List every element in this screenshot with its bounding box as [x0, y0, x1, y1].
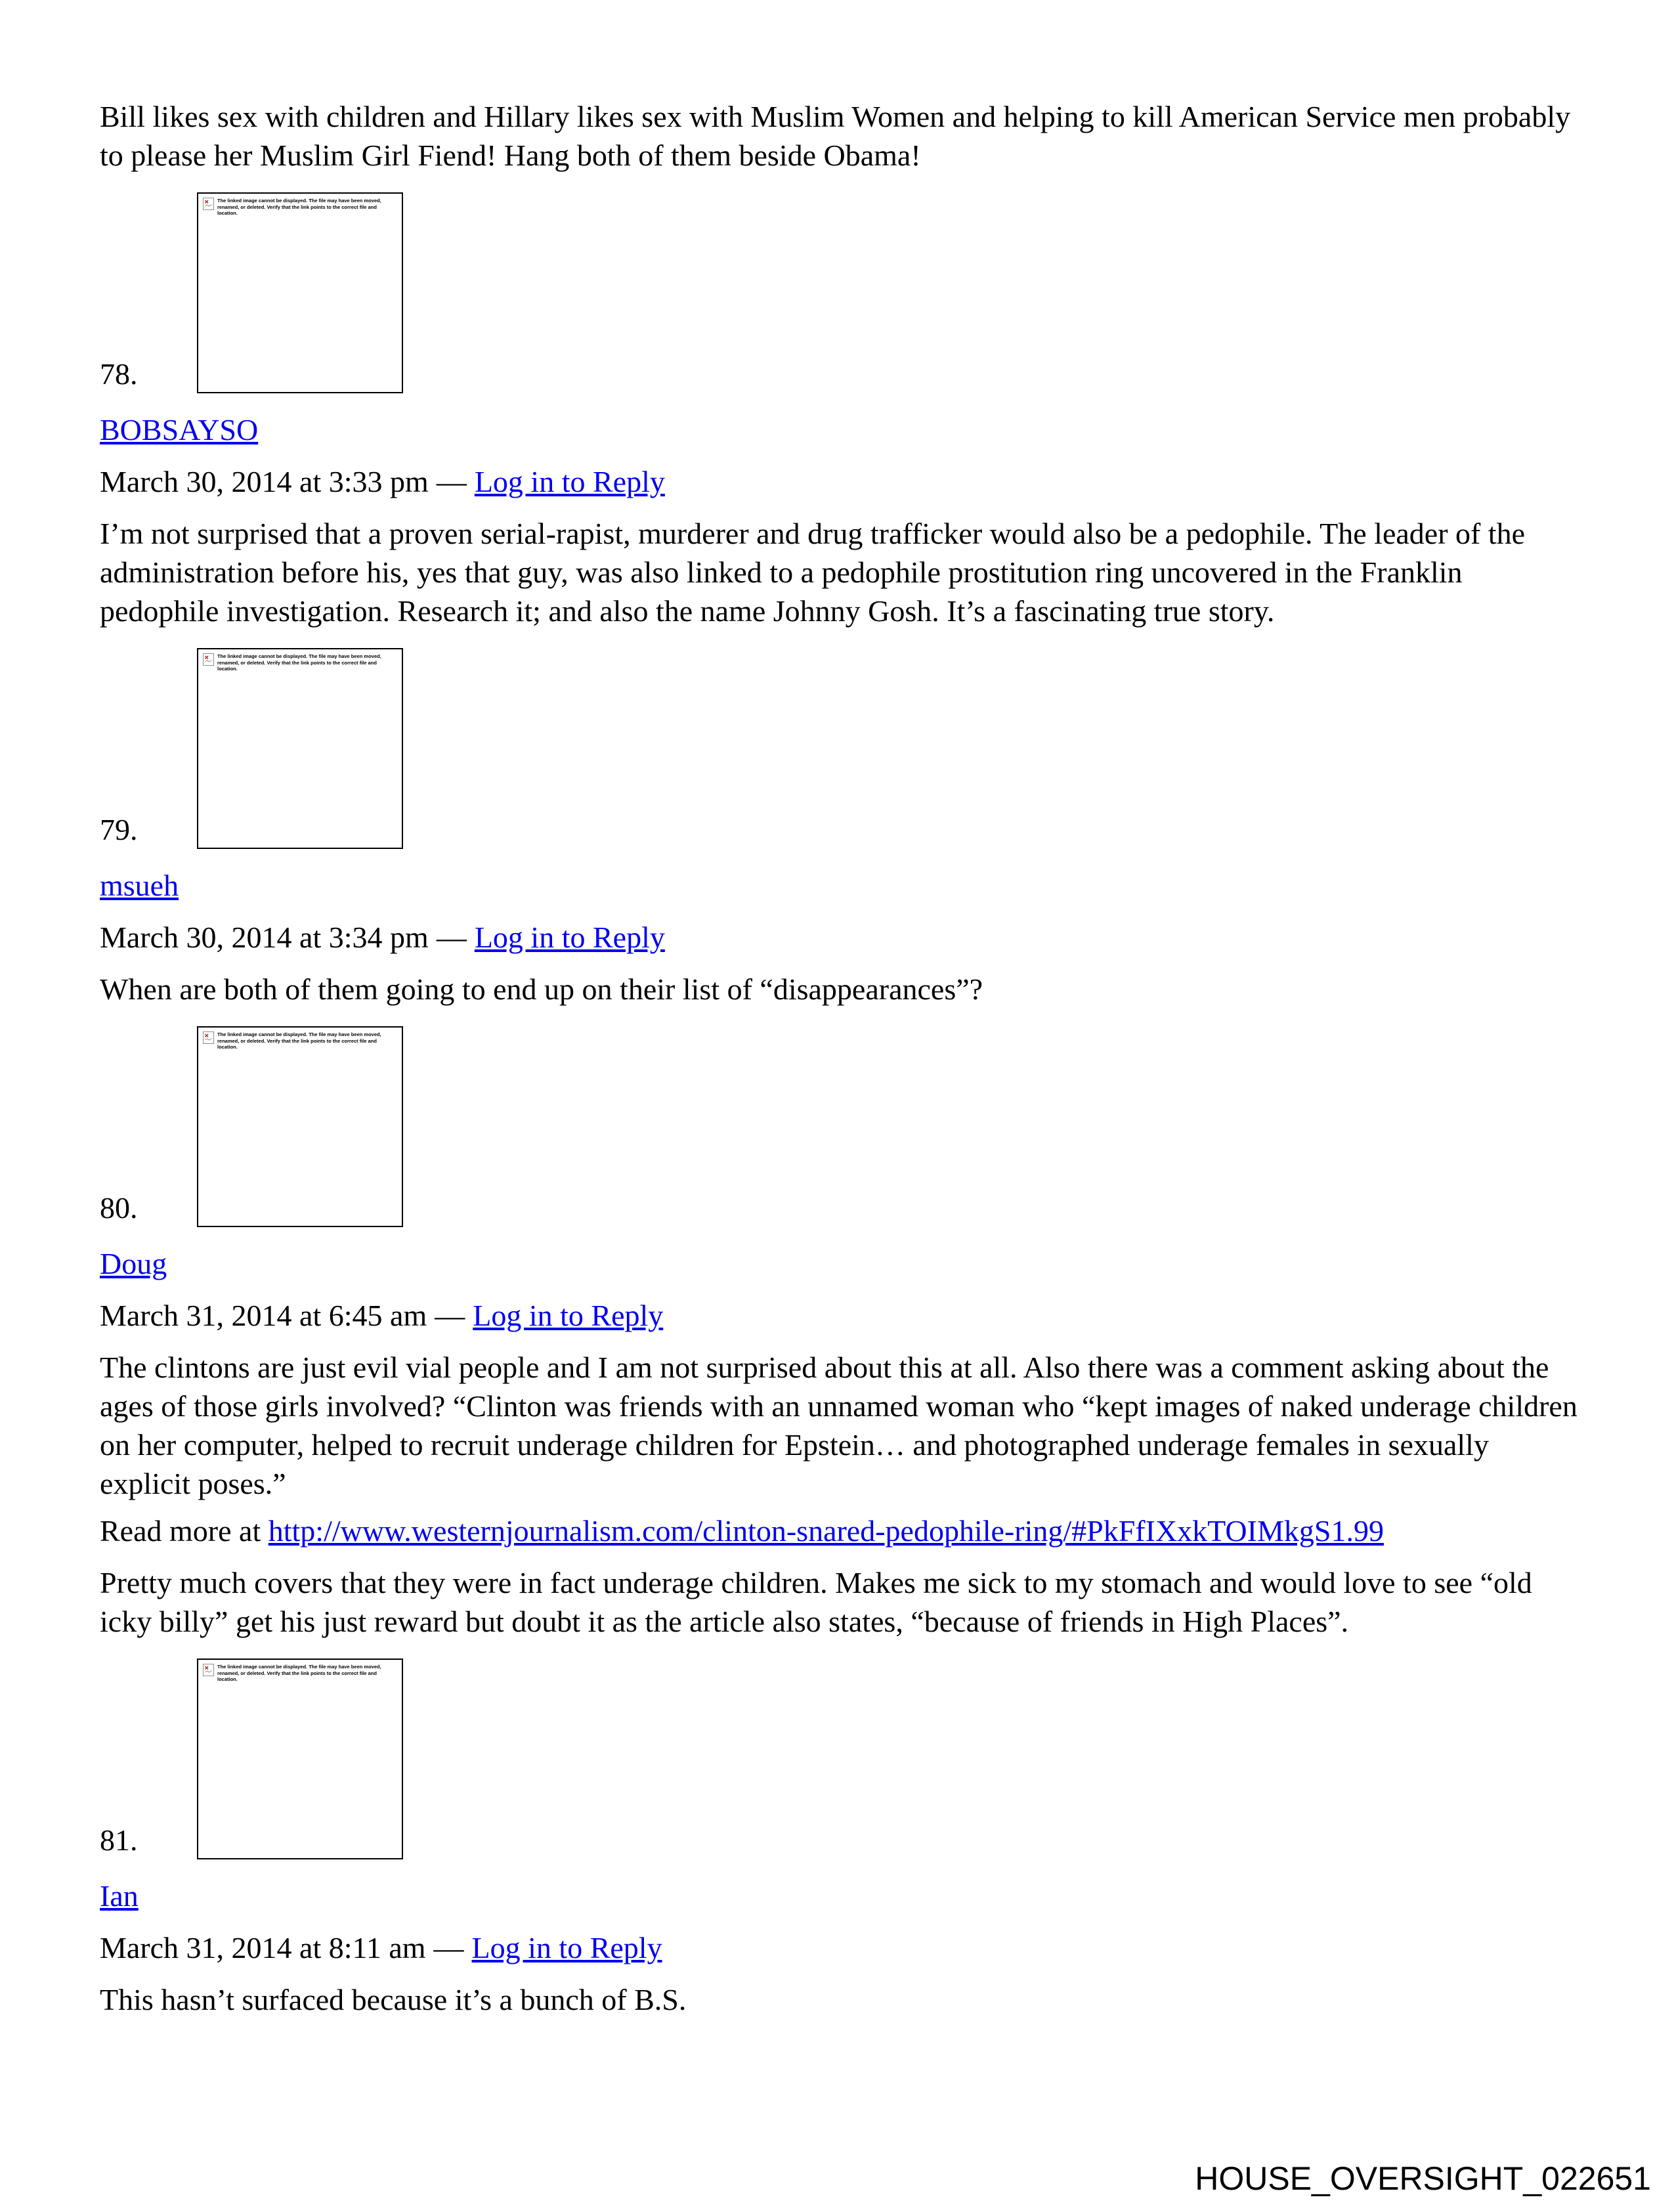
broken-image-icon [203, 653, 214, 666]
comment-paragraph: I’m not surprised that a proven serial-rapist, murderer and drug trafficker would also be a pedophile. The leader of the administration before his, yes that guy, was also linked to a pedophile prostitution ring uncovered in the Franklin pedophile investigation. Research it; and also the name Johnny Gosh. It’s a fascinating true story. [100, 517, 1526, 628]
broken-avatar-image [197, 1026, 403, 1227]
comment-date: March 30, 2014 at 3:33 pm [100, 465, 429, 498]
comment-body [100, 970, 1587, 1008]
log-in-to-reply-link[interactable]: Log in to Reply [471, 1931, 662, 1964]
log-in-to-reply-link[interactable]: Log in to Reply [473, 1299, 664, 1332]
broken-image-icon [203, 1664, 214, 1676]
meta-separator: — [436, 921, 467, 954]
broken-image-message: The linked image cannot be displayed. The file may have been moved, renamed, or deleted. Verify that the link points to the correct file and location. [217, 653, 381, 672]
comment-thread [100, 97, 1587, 2019]
broken-image-message: The linked image cannot be displayed. The file may have been moved, renamed, or deleted. Verify that the link points to the correct file and location. [217, 1664, 381, 1682]
broken-image-icon [203, 198, 214, 210]
comment-item [100, 648, 1587, 1008]
comment-number: 81. [100, 1823, 138, 1857]
read-more-label: Read more at [100, 1514, 268, 1548]
comment-paragraph: This hasn’t surfaced because it’s a bunch of B.S. [100, 1983, 687, 2016]
comment-paragraph: The clintons are just evil vial people and I am not surprised about this at all. Also there was a comment asking about the ages of those girls involved? “Clinton was friends with an unnamed woman who “kept images of naked underage children on her computer, helped to recruit underage children for Epstein… and photographed underage females in sexually explicit poses.” [100, 1351, 1577, 1500]
comment-number: 80. [100, 1191, 138, 1225]
read-more-url-link[interactable]: http://www.westernjournalism.com/clinton-snared-pedophile-ring/#PkFfIXxkTOIMkgS1.99 [268, 1514, 1384, 1548]
comment-author-line [100, 866, 1587, 905]
comment-date: March 31, 2014 at 6:45 am [100, 1299, 427, 1332]
comment-number: 79. [100, 813, 138, 846]
comment-avatar-row [100, 192, 1587, 393]
log-in-to-reply-link[interactable]: Log in to Reply [474, 465, 665, 498]
log-in-to-reply-link[interactable]: Log in to Reply [474, 921, 665, 954]
broken-avatar-image [197, 1659, 403, 1859]
comment-meta-line [100, 1296, 1587, 1335]
comment-avatar-row [100, 1026, 1587, 1227]
comment-date: March 31, 2014 at 8:11 am [100, 1931, 426, 1964]
comment-body [100, 514, 1587, 630]
comment-author-line [100, 410, 1587, 449]
broken-avatar-image [197, 648, 403, 849]
comment-avatar-row [100, 648, 1587, 849]
broken-image-icon [203, 1031, 214, 1044]
comment-item [100, 1026, 1587, 1641]
comment-paragraph: Pretty much covers that they were in fact underage children. Makes me sick to my stomach and would love to see “old icky billy” get his just reward but doubt it as the article also states, “because of friends in High Places”. [100, 1566, 1532, 1638]
comment-paragraph: When are both of them going to end up on their list of “disappearances”? [100, 972, 983, 1006]
comment-body [100, 1348, 1587, 1641]
meta-separator: — [433, 1931, 464, 1964]
comment-author-line [100, 1876, 1587, 1915]
comment-date: March 30, 2014 at 3:34 pm [100, 921, 429, 954]
broken-image-message: The linked image cannot be displayed. The file may have been moved, renamed, or deleted. Verify that the link points to the correct file and location. [217, 1031, 381, 1050]
broken-image-message: The linked image cannot be displayed. The file may have been moved, renamed, or deleted. Verify that the link points to the correct file and location. [217, 198, 381, 216]
intro-paragraph: Bill likes sex with children and Hillary likes sex with Muslim Women and helping to kill American Service men probably to please her Muslim Girl Fiend! Hang both of them beside Obama! [100, 100, 1571, 172]
comment-author-link[interactable]: Doug [100, 1247, 167, 1280]
comment-number: 78. [100, 357, 138, 391]
broken-avatar-image [197, 192, 403, 393]
comment-author-line [100, 1244, 1587, 1283]
read-more-line [100, 1511, 1587, 1550]
comment-meta-line [100, 462, 1587, 501]
comment-author-link[interactable]: msueh [100, 869, 179, 902]
comment-item [100, 192, 1587, 630]
comment-item [100, 1659, 1587, 2019]
comment-body [100, 1980, 1587, 2019]
meta-separator: — [435, 1299, 465, 1332]
bates-stamp: HOUSE_OVERSIGHT_022651 [1195, 2160, 1651, 2197]
comment-meta-line [100, 918, 1587, 957]
comment-list [100, 192, 1587, 2019]
meta-separator: — [436, 465, 467, 498]
comment-meta-line [100, 1928, 1587, 1967]
comment-author-link[interactable]: BOBSAYSO [100, 413, 259, 446]
comment-avatar-row [100, 1659, 1587, 1859]
comment-author-link[interactable]: Ian [100, 1879, 139, 1913]
